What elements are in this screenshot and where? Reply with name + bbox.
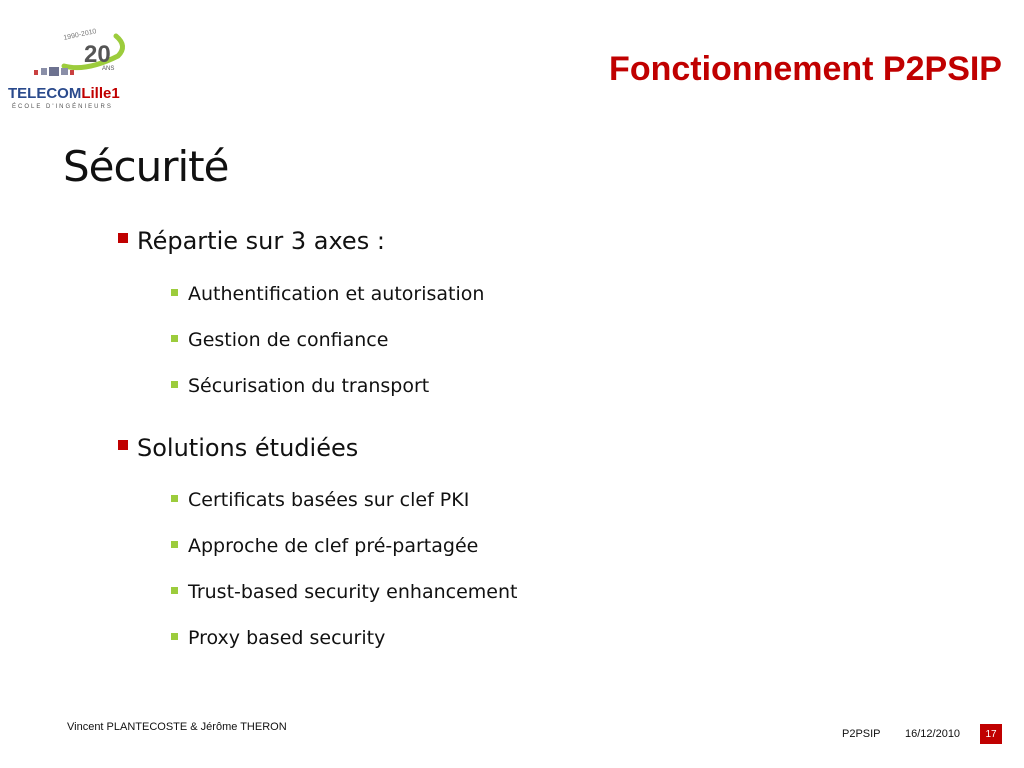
sub-bullet-label: Proxy based security bbox=[188, 627, 386, 649]
logo-anniversary-number: 20 bbox=[84, 41, 111, 68]
telecom-lille1-logo bbox=[6, 26, 141, 110]
sub-bullet-label: Authentification et autorisation bbox=[188, 283, 485, 305]
logo-dot bbox=[70, 70, 74, 75]
logo-dot bbox=[41, 68, 47, 75]
logo-graphic bbox=[6, 26, 141, 110]
logo-dot bbox=[61, 68, 68, 75]
footer-author: Vincent PLANTECOSTE & Jérôme THERON bbox=[67, 721, 287, 733]
bullet-square-icon bbox=[118, 233, 128, 243]
slide-title: Fonctionnement P2PSIP bbox=[609, 50, 1002, 88]
logo-tagline: ÉCOLE D'INGÉNIEURS bbox=[12, 104, 113, 110]
sub-bullet-item bbox=[171, 283, 484, 305]
sub-bullet-label: Gestion de confiance bbox=[188, 329, 389, 351]
bullet-label: Répartie sur 3 axes : bbox=[137, 227, 385, 255]
logo-years: 1990-2010 bbox=[62, 28, 98, 42]
sub-bullet-label: Sécurisation du transport bbox=[188, 375, 430, 397]
sub-bullet-square-icon bbox=[171, 587, 178, 594]
bullet-square-icon bbox=[118, 440, 128, 450]
logo-anniversary-word: ANS bbox=[102, 66, 115, 72]
sub-bullet-square-icon bbox=[171, 289, 178, 296]
logo-dot bbox=[49, 67, 59, 76]
sub-bullet-item bbox=[171, 329, 388, 351]
bullet-item bbox=[118, 434, 358, 462]
sub-bullet-square-icon bbox=[171, 541, 178, 548]
sub-bullet-square-icon bbox=[171, 633, 178, 640]
sub-bullet-label: Trust-based security enhancement bbox=[188, 581, 518, 603]
logo-dot bbox=[34, 70, 38, 75]
sub-bullet-square-icon bbox=[171, 381, 178, 388]
page-number-badge: 17 bbox=[980, 724, 1002, 744]
bullet-label: Solutions étudiées bbox=[137, 434, 359, 462]
logo-brand-accent: Lille1 bbox=[81, 85, 120, 102]
sub-bullet-label: Certificats basées sur clef PKI bbox=[188, 489, 470, 511]
sub-bullet-square-icon bbox=[171, 335, 178, 342]
logo-brand-main: TELECOM bbox=[8, 85, 82, 102]
footer-date: 16/12/2010 bbox=[905, 728, 961, 740]
logo-brand bbox=[8, 85, 120, 102]
footer-topic: P2PSIP bbox=[842, 728, 881, 740]
sub-bullet-item bbox=[171, 535, 478, 557]
sub-bullet-item bbox=[171, 375, 429, 397]
sub-bullet-item bbox=[171, 627, 385, 649]
bullet-item bbox=[118, 227, 385, 255]
sub-bullet-square-icon bbox=[171, 495, 178, 502]
sub-bullet-label: Approche de clef pré-partagée bbox=[188, 535, 479, 557]
sub-bullet-item bbox=[171, 489, 469, 511]
sub-bullet-item bbox=[171, 581, 517, 603]
section-heading: Sécurité bbox=[63, 142, 229, 191]
